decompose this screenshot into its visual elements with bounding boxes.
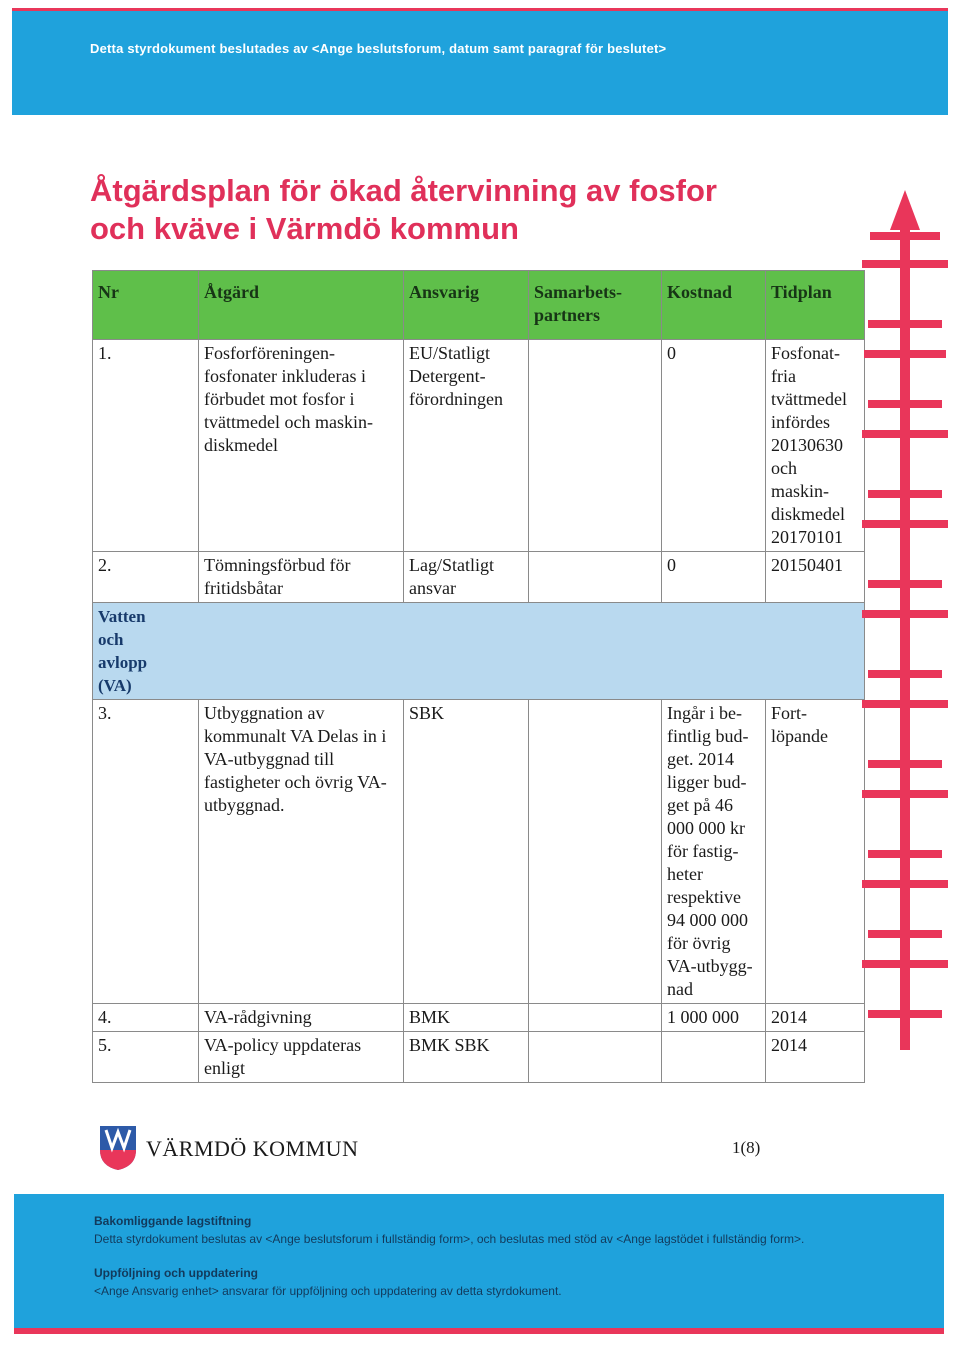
header-banner-text: Detta styrdokument beslutades av <Ange beslutsforum, datum samt paragraf för beslutet> <box>90 41 667 56</box>
page-number: 1(8) <box>732 1138 761 1157</box>
action-plan-table <box>92 270 865 1083</box>
row-atgard: Utbyggnation av kommunalt VA Delas in i VA-utbyggnad till fastigheter och övrig VA-utbyggnad. <box>199 700 404 1004</box>
row-tidplan: Fort-löpande <box>766 700 865 1004</box>
header-tidplan: Tidplan <box>766 271 865 340</box>
row-nr: 4. <box>93 1004 199 1032</box>
row-ansvarig: Lag/Statligt ansvar <box>404 552 529 603</box>
bottom-banner <box>14 1194 944 1334</box>
row-atgard: VA-rådgivning <box>199 1004 404 1032</box>
row-samarbetspartners <box>529 552 662 603</box>
followup-text: <Ange Ansvarig enhet> ansvarar för uppföljning och uppdatering av detta styrdokument. <box>94 1284 562 1298</box>
legislation-text: Detta styrdokument beslutas av <Ange beslutsforum i fullständig form>, och beslutas med stöd av <Ange lagstödet i fullständig form>. <box>94 1232 805 1246</box>
row-atgard: Fosforföreningen-fosfonater inkluderas i förbudet mot fosfor i tvättmedel och maskin-diskmedel <box>199 340 404 552</box>
row-kostnad: 0 <box>662 340 766 552</box>
row-nr: 2. <box>93 552 199 603</box>
page-title <box>90 172 790 248</box>
header-kostnad: Kostnad <box>662 271 766 340</box>
table-row <box>93 1032 865 1083</box>
row-kostnad: 1 000 000 <box>662 1004 766 1032</box>
header-atgard: Åtgärd <box>199 271 404 340</box>
table-row <box>93 1004 865 1032</box>
row-atgard: VA-policy uppdateras enligt <box>199 1032 404 1083</box>
page-title-line2: och kväve i Värmdö kommun <box>90 211 519 246</box>
table-row <box>93 700 865 1004</box>
row-atgard: Tömningsförbud för fritidsbåtar <box>199 552 404 603</box>
row-tidplan: 2014 <box>766 1004 865 1032</box>
row-nr: 1. <box>93 340 199 552</box>
row-tidplan: Fosfonat-fria tvättmedel infördes 20130630 och maskin-diskmedel 20170101 <box>766 340 865 552</box>
table-row <box>93 340 865 552</box>
row-samarbetspartners <box>529 340 662 552</box>
table-row <box>93 552 865 603</box>
row-samarbetspartners <box>529 700 662 1004</box>
tree-decoration-icon <box>860 190 950 1050</box>
header-nr: Nr <box>93 271 199 340</box>
group-label-text: Vatten och avlopp (VA) <box>98 607 148 695</box>
row-tidplan: 2014 <box>766 1032 865 1083</box>
row-ansvarig: BMK SBK <box>404 1032 529 1083</box>
row-kostnad: 0 <box>662 552 766 603</box>
followup-heading: Uppföljning och uppdatering <box>94 1266 258 1280</box>
row-ansvarig: SBK <box>404 700 529 1004</box>
header-ansvarig: Ansvarig <box>404 271 529 340</box>
varmdo-logo-icon <box>98 1124 138 1172</box>
page-title-line1: Åtgärdsplan för ökad återvinning av fosfor <box>90 173 717 208</box>
row-tidplan: 20150401 <box>766 552 865 603</box>
row-nr: 5. <box>93 1032 199 1083</box>
row-ansvarig: EU/Statligt Detergent-förordningen <box>404 340 529 552</box>
table-group-row <box>93 603 865 700</box>
row-samarbetspartners <box>529 1032 662 1083</box>
row-samarbetspartners <box>529 1004 662 1032</box>
row-kostnad <box>662 1032 766 1083</box>
row-kostnad: Ingår i be-fintlig bud-get. 2014 ligger bud-get på 46 000 000 kr för fastig-heter respektive 94 000 000 för övrig VA-utbygg-nad <box>662 700 766 1004</box>
group-label <box>93 603 865 700</box>
footer-org-name: VÄRMDÖ KOMMUN <box>146 1136 359 1161</box>
row-nr: 3. <box>93 700 199 1004</box>
header-banner <box>12 8 948 115</box>
row-ansvarig: BMK <box>404 1004 529 1032</box>
header-samarbetspartners: Samarbets-partners <box>529 271 662 340</box>
table-header-row <box>93 271 865 340</box>
legislation-heading: Bakomliggande lagstiftning <box>94 1214 252 1228</box>
